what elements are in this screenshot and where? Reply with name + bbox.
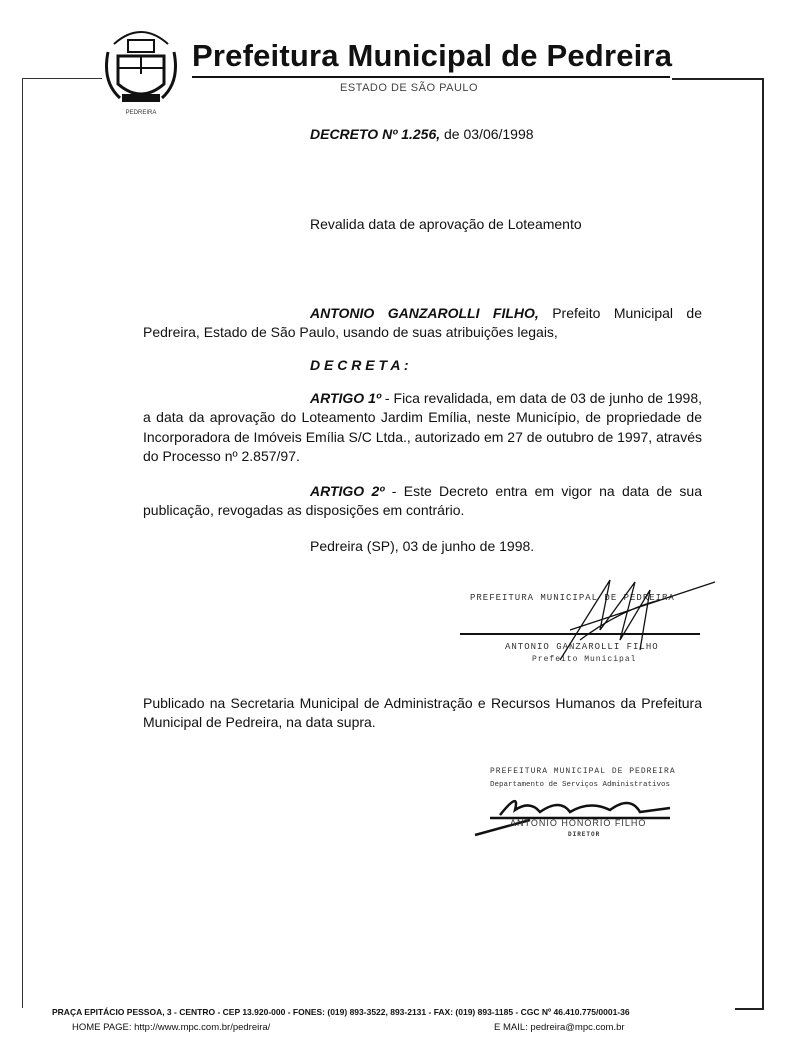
signature1-stamp: PREFEITURA MUNICIPAL DE PEDREIRA — [470, 593, 675, 603]
frame-line — [735, 1008, 764, 1010]
frame-line — [22, 78, 102, 79]
signature2-stamp: PREFEITURA MUNICIPAL DE PEDREIRA — [490, 767, 676, 776]
preamble — [143, 304, 702, 343]
mayor-name: ANTONIO GANZAROLLI FILHO, — [310, 305, 539, 321]
decree-date: de 03/06/1998 — [440, 126, 534, 142]
publication-note: Publicado na Secretaria Municipal de Administração e Recursos Humanos da Prefeitura Municipal de Pedreira, na data supra. — [143, 695, 702, 731]
article-label: ARTIGO 2º — [310, 483, 385, 499]
signature1-role: Prefeito Municipal — [532, 655, 637, 664]
svg-text:PEDREIRA: PEDREIRA — [125, 110, 157, 116]
decree-number: DECRETO Nº 1.256, — [310, 126, 441, 142]
footer-email[interactable]: E MAIL: pedreira@mpc.com.br — [494, 1022, 625, 1033]
signature2-dept: Departamento de Serviços Administrativos — [490, 781, 671, 789]
frame-line — [22, 78, 23, 1008]
footer-address: PRAÇA EPITÁCIO PESSOA, 3 - CENTRO - CEP 13.920-000 - FONES: (019) 893-3522, 893-2131 - FAX: (019) 893-1185 - CGC Nº 46.410.775/0001-36 — [52, 1007, 630, 1017]
coat-of-arms-logo — [100, 22, 182, 117]
footer-homepage[interactable]: HOME PAGE: http://www.mpc.com.br/pedreira/ — [72, 1022, 271, 1033]
frame-line — [672, 78, 764, 80]
signature2-role: DIRETOR — [568, 831, 601, 838]
place-date: Pedreira (SP), 03 de junho de 1998. — [310, 538, 535, 554]
article-label: ARTIGO 1º — [310, 390, 382, 406]
signature1-name: ANTONIO GANZAROLLI FILHO — [505, 642, 659, 652]
article-2 — [143, 482, 702, 521]
article-1 — [143, 389, 702, 466]
header-rule — [192, 76, 670, 78]
decree-heading — [310, 125, 534, 144]
decreta-heading: D E C R E T A : — [310, 357, 409, 373]
header-title: Prefeitura Municipal de Pedreira — [192, 38, 673, 73]
header-subtitle: ESTADO DE SÃO PAULO — [340, 82, 479, 94]
preamble-text: Prefeito Municipal de Pedreira, Estado de São Paulo, usando de suas atribuições legais, — [143, 305, 702, 341]
signature2-name: ANTONIO HONORIO FILHO — [510, 818, 647, 828]
handwritten-signature-1 — [540, 570, 720, 670]
frame-line — [762, 78, 764, 1008]
article-text: - Este Decreto entra em vigor na data de sua publicação, revogadas as disposições em contrário. — [143, 483, 703, 519]
decree-summary: Revalida data de aprovação de Loteamento — [310, 216, 582, 232]
article-text: - Fica revalidada, em data de 03 de junho de 1998, a data da aprovação do Loteamento Jardim Emília, neste Município, de propriedade de Incorporadora de Imóveis Emília S/C Ltda., autorizado em 27 de outubro de 1997, através do Processo nº 2.857/97. — [143, 390, 702, 464]
